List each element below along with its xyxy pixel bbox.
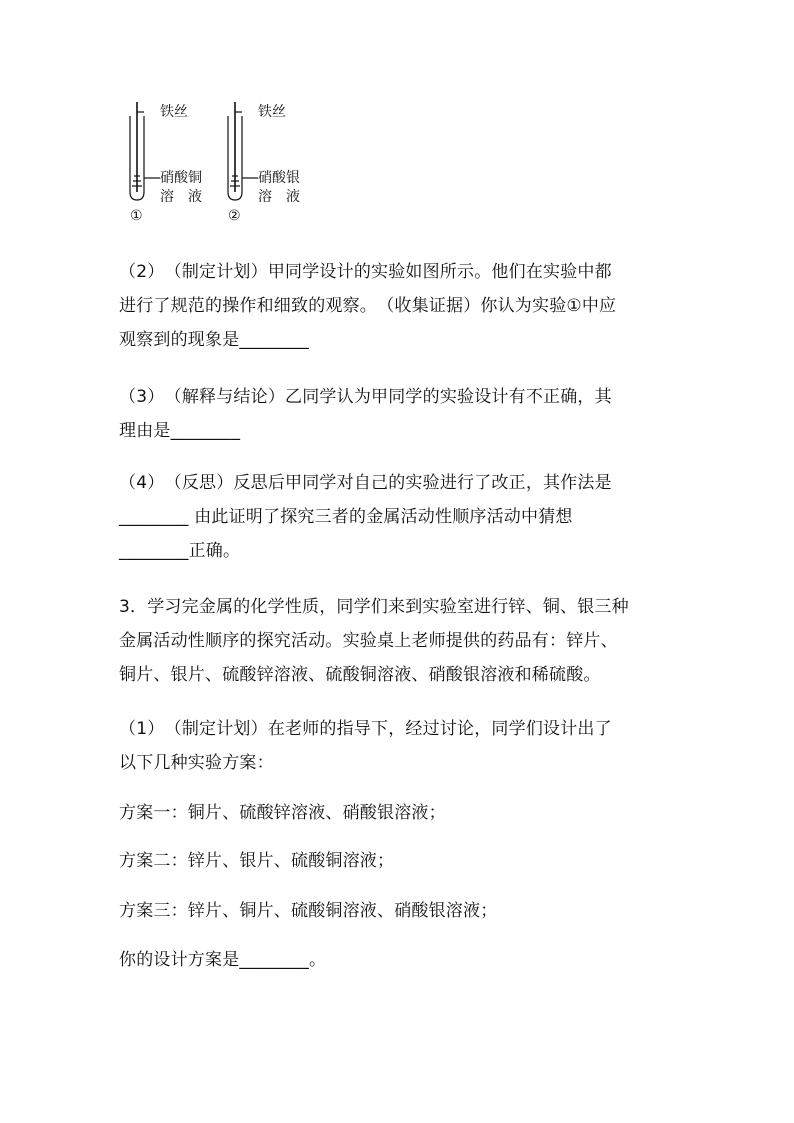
plan-3: 方案三：锌片、铜片、硫酸铜溶液、硝酸银溶液；	[119, 901, 498, 921]
tube2-solution-label-2: 溶 液	[258, 189, 300, 205]
test-tube-diagram	[118, 96, 318, 228]
q4-line-3: ________正确。	[119, 541, 241, 561]
tube1-solution-label-2: 溶 液	[160, 189, 202, 205]
p3q1-line-1: （1） （制定计划）在老师的指导下，经过讨论，同学们设计出了	[119, 719, 612, 739]
q4-line-2: ________ 由此证明了探究三者的金属活动性顺序活动中猜想	[119, 507, 573, 527]
tube2-solution-label: 硝酸银	[258, 170, 300, 186]
tube1-solution-label: 硝酸铜	[160, 170, 202, 186]
p3q1-line-2: 以下几种实验方案：	[119, 753, 274, 773]
question-2	[119, 255, 679, 357]
tube2-wire-label: 铁丝	[258, 104, 286, 120]
question-3	[119, 380, 679, 448]
problem-3-question-1	[119, 712, 679, 780]
p3-line-3: 铜片、银片、硫酸锌溶液、硫酸铜溶液、硝酸银溶液和稀硫酸。	[119, 665, 601, 685]
plan-1: 方案一：铜片、硫酸锌溶液、硝酸银溶液；	[119, 803, 446, 823]
q3-line-1: （3） （解释与结论）乙同学认为甲同学的实验设计有不正确，其	[119, 387, 612, 407]
q4-line-1: （4） （反思）反思后甲同学对自己的实验进行了改正，其作法是	[119, 473, 612, 493]
tube2-number: ②	[228, 208, 241, 224]
your-plan: 你的设计方案是________。	[119, 950, 327, 970]
p3-line-2: 金属活动性顺序的探究活动。实验桌上老师提供的药品有：锌片、	[119, 631, 618, 651]
tube1-wire-label: 铁丝	[160, 104, 188, 120]
test-tube-2	[228, 102, 258, 200]
q2-line-2: 进行了规范的操作和细致的观察。 （收集证据）你认为实验①中应	[119, 296, 617, 316]
q3-line-2: 理由是________	[119, 421, 241, 441]
plan-2: 方案二：锌片、银片、硫酸铜溶液；	[119, 851, 395, 871]
test-tube-1	[130, 102, 160, 200]
q2-line-1: （2） （制定计划）甲同学设计的实验如图所示。他们在实验中都	[119, 262, 612, 282]
tube1-number: ①	[130, 208, 143, 224]
p3-line-1: 3．学习完金属的化学性质，同学们来到实验室进行锌、铜、银三种	[119, 597, 629, 617]
test-tube-figure	[118, 96, 318, 228]
question-4	[119, 466, 679, 568]
q2-line-3: 观察到的现象是________	[119, 330, 309, 350]
problem-3	[119, 590, 679, 692]
